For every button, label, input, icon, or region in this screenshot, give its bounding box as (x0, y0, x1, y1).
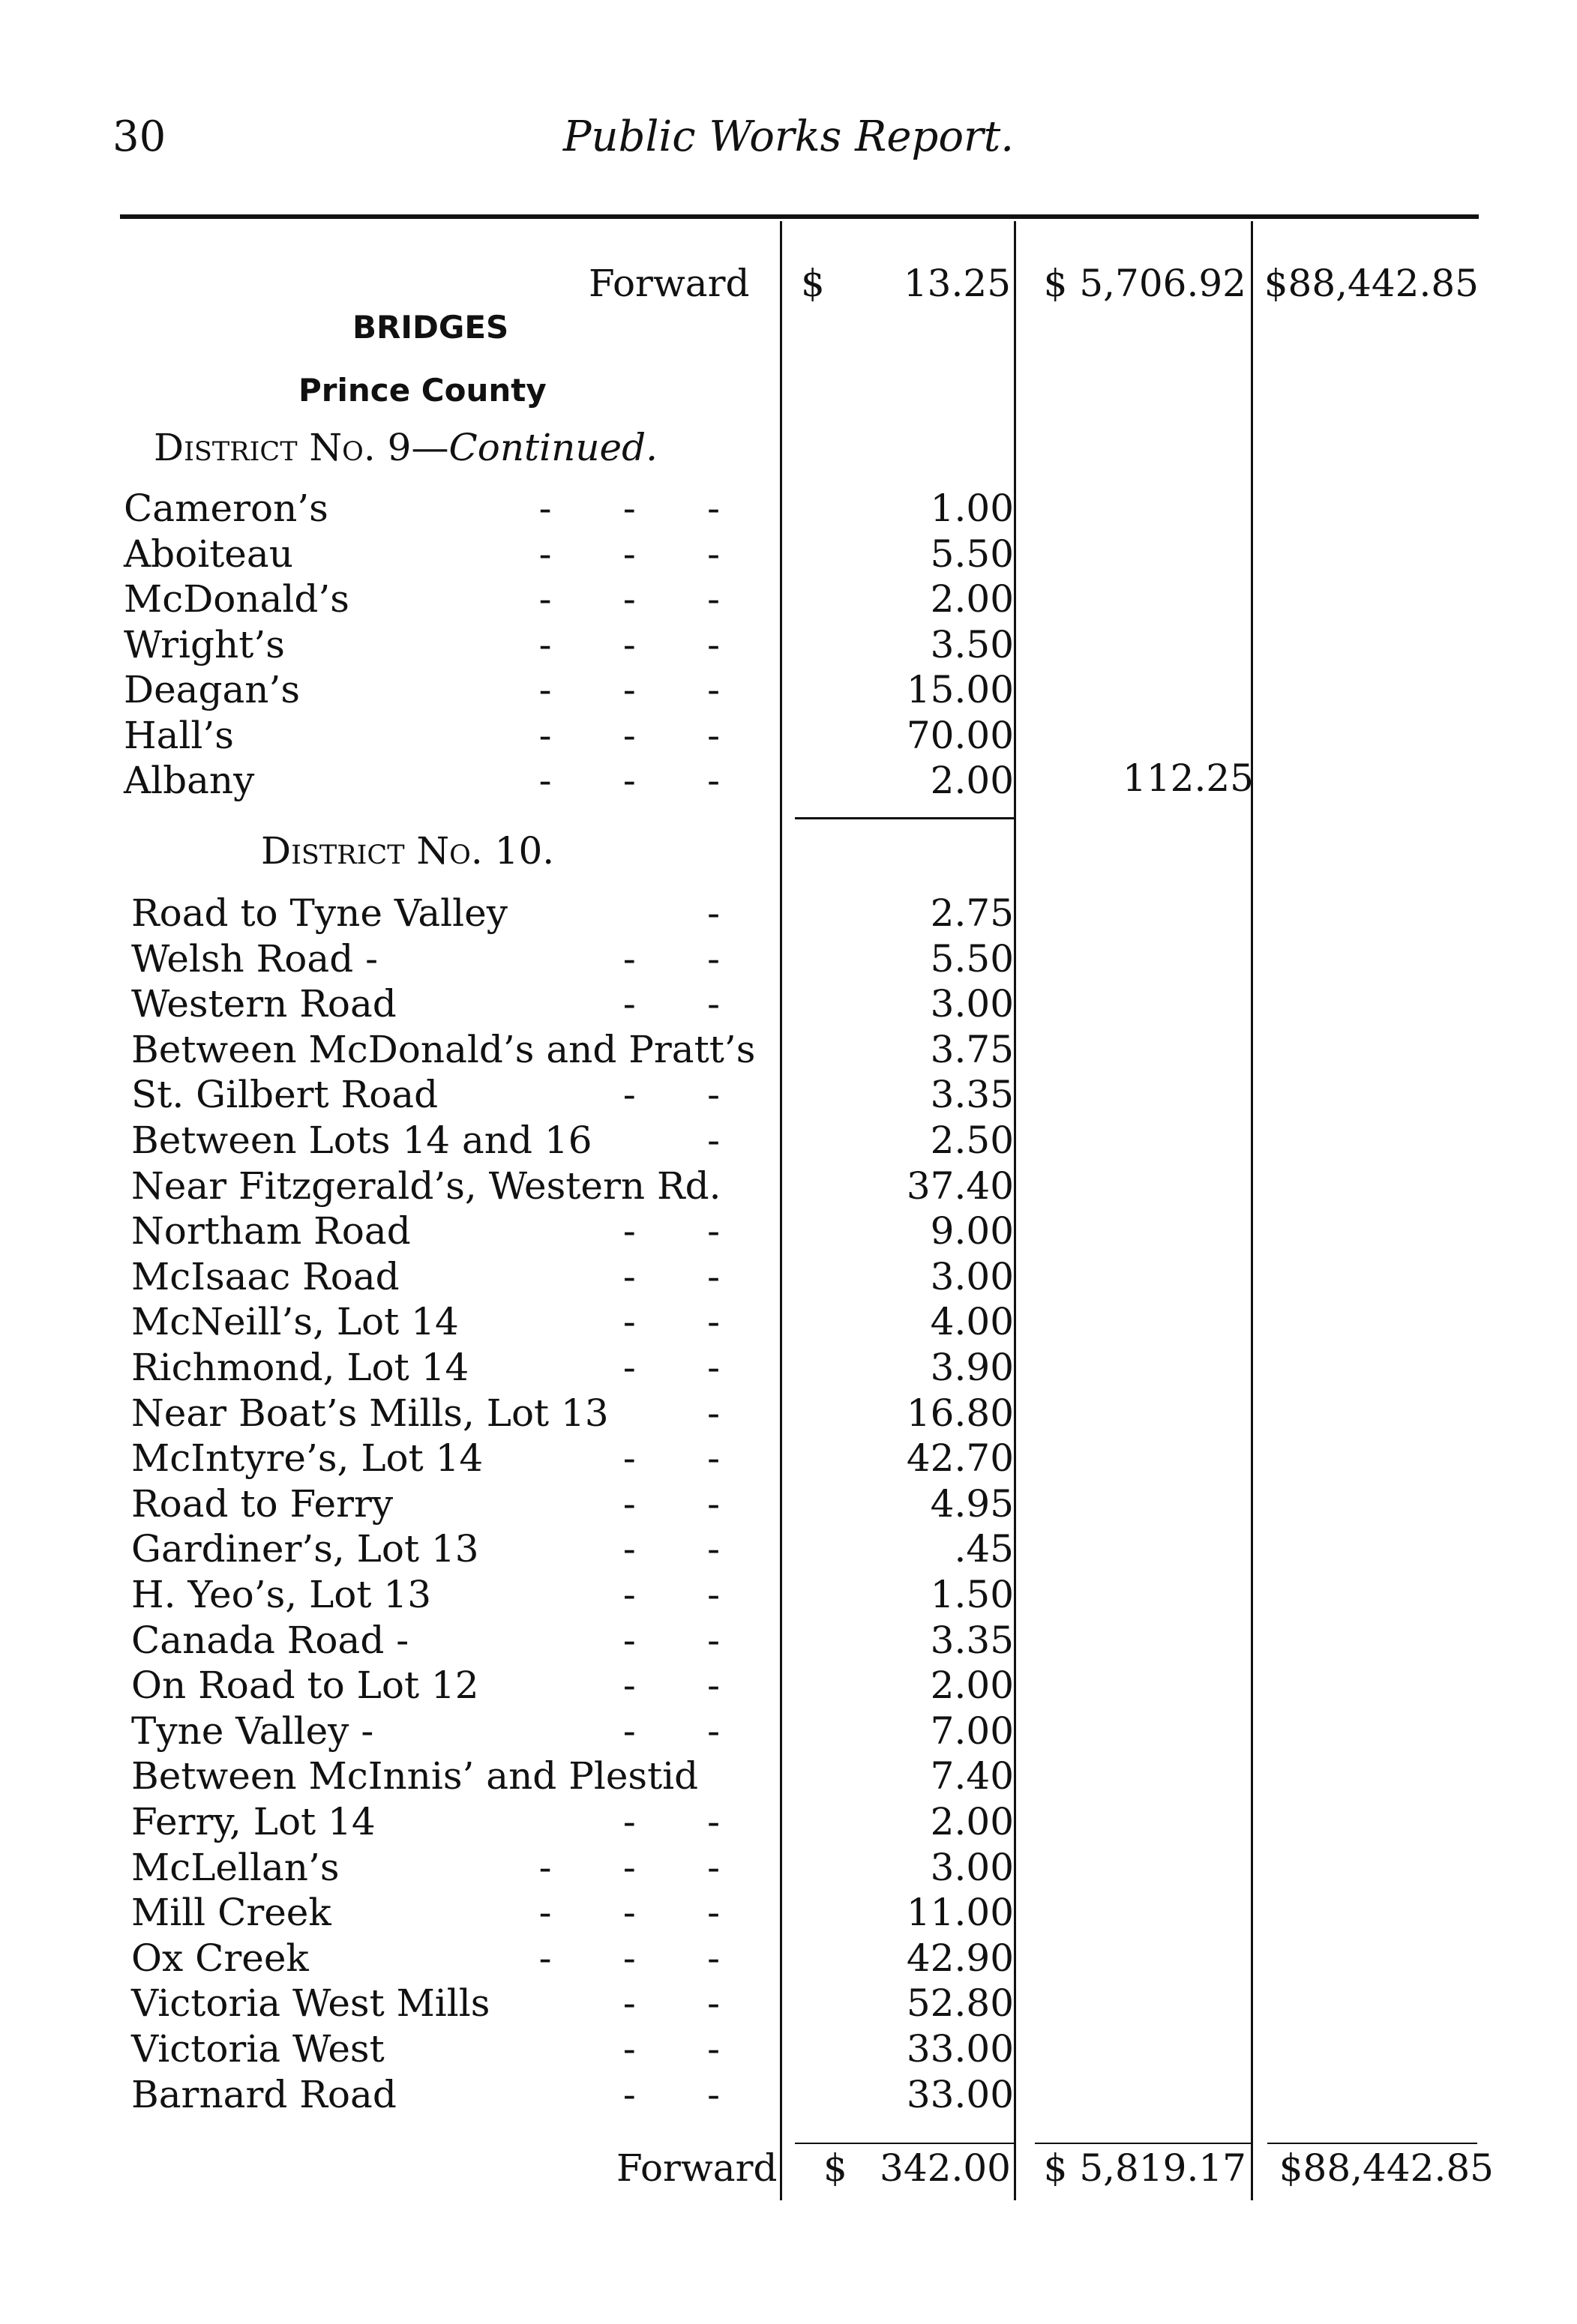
district-10-heading: District No. 10. (261, 829, 555, 873)
item-name: Ferry, Lot 14 (131, 1800, 376, 1843)
item-name: Between McDonald’s and Pratt’s (131, 1027, 756, 1071)
item-name: Aboiteau (124, 532, 293, 576)
subtotal-rule (795, 817, 1014, 819)
running-title: Public Works Report. (562, 112, 1015, 161)
item-name: St. Gilbert Road (131, 1073, 439, 1117)
item-leader-dashes: - - (622, 1573, 720, 1616)
item-amount: 7.00 (930, 1709, 1014, 1753)
county-heading: Prince County (298, 372, 547, 409)
item-amount: 42.90 (906, 1936, 1014, 1980)
item-leader-dashes: - - (622, 1981, 720, 2026)
item-leader-dashes: - - - (538, 1936, 720, 1980)
item-name: Albany (124, 759, 255, 802)
item-amount: 1.00 (930, 487, 1014, 530)
item-amount: 4.00 (930, 1300, 1014, 1344)
item-amount: 70.00 (906, 713, 1014, 757)
item-name: Hall’s (124, 713, 234, 757)
item-leader-dashes: - - (622, 1618, 720, 1662)
item-leader-dashes: - - (622, 1527, 720, 1571)
item-name: McIntyre’s, Lot 14 (131, 1436, 484, 1481)
forward-top-col2: $ 5,706.92 (1043, 262, 1246, 305)
item-leader-dashes: - (707, 1391, 720, 1435)
item-leader-dashes: - - - (538, 487, 720, 530)
item-leader-dashes: - - (622, 1800, 720, 1843)
item-leader-dashes: - - (622, 1481, 720, 1526)
item-amount: 3.50 (930, 622, 1014, 666)
item-amount: 33.00 (906, 2072, 1014, 2116)
item-name: Victoria West (131, 2027, 385, 2071)
item-amount: 9.00 (930, 1209, 1014, 1253)
item-amount: 3.35 (930, 1618, 1014, 1662)
forward-top-col3: $88,442.85 (1264, 262, 1479, 305)
item-name: McIsaac Road (131, 1254, 400, 1298)
district-9-heading-main: District No. 9— (154, 426, 449, 469)
item-amount: 3.00 (930, 1254, 1014, 1298)
forward-top-col1-dollar: $ (801, 262, 825, 305)
item-amount: 4.95 (930, 1481, 1014, 1526)
column-rule-2 (1014, 221, 1016, 2200)
item-amount: 3.00 (930, 982, 1014, 1026)
item-name: Near Fitzgerald’s, Western Rd. (131, 1163, 721, 1208)
item-name: Barnard Road (131, 2072, 397, 2116)
item-amount: 42.70 (906, 1436, 1014, 1481)
item-name: Road to Tyne Valley (131, 891, 508, 935)
forward-bottom-col3: $88,442.85 (1279, 2146, 1494, 2190)
item-amount: 3.75 (930, 1027, 1014, 1071)
item-leader-dashes: - - - (538, 577, 720, 621)
item-leader-dashes: - - - (538, 713, 720, 757)
item-name: McDonald’s (124, 577, 349, 621)
item-leader-dashes: - - - (538, 759, 720, 802)
item-amount: 5.50 (930, 532, 1014, 576)
item-name: McLellan’s (131, 1845, 340, 1889)
item-name: Road to Ferry (131, 1481, 394, 1526)
item-name: Cameron’s (124, 487, 328, 530)
item-name: Between McInnis’ and Plestid (131, 1754, 699, 1798)
item-amount: 3.90 (930, 1346, 1014, 1389)
item-name: Tyne Valley - (131, 1709, 374, 1753)
item-amount: 52.80 (906, 1981, 1014, 2026)
forward-label-bottom: Forward (616, 2146, 778, 2190)
item-leader-dashes: - - (622, 1709, 720, 1753)
item-leader-dashes: - - (622, 1300, 720, 1344)
item-amount: 2.00 (930, 1664, 1014, 1708)
item-name: Victoria West Mills (131, 1981, 490, 2026)
section-heading: BRIDGES (352, 309, 509, 346)
item-amount: 2.00 (930, 577, 1014, 621)
total-rule-2 (1035, 2143, 1251, 2144)
item-amount: 11.00 (906, 1891, 1014, 1935)
item-leader-dashes: - - (622, 1073, 720, 1117)
item-name: Near Boat’s Mills, Lot 13 (131, 1391, 609, 1435)
item-name: Richmond, Lot 14 (131, 1346, 469, 1389)
total-rule-3 (1267, 2143, 1477, 2144)
total-rule-1 (795, 2143, 1014, 2144)
item-name: Between Lots 14 and 16 (131, 1119, 592, 1162)
item-leader-dashes: - - - (538, 1845, 720, 1889)
forward-bottom-col1-dollar: $ (823, 2146, 847, 2190)
item-leader-dashes: - - (622, 936, 720, 981)
item-name: Northam Road (131, 1209, 411, 1253)
item-amount: 2.75 (930, 891, 1014, 935)
item-amount: 5.50 (930, 936, 1014, 981)
item-amount: 15.00 (906, 668, 1014, 711)
item-name: On Road to Lot 12 (131, 1664, 479, 1708)
district-9-heading-italic: Continued. (448, 426, 658, 469)
item-leader-dashes: - - (622, 2072, 720, 2116)
item-leader-dashes: - - (622, 1209, 720, 1253)
item-amount: 37.40 (906, 1163, 1014, 1208)
forward-bottom-col2: $ 5,819.17 (1043, 2146, 1246, 2190)
item-name: H. Yeo’s, Lot 13 (131, 1573, 431, 1616)
item-name: Mill Creek (131, 1891, 331, 1935)
item-leader-dashes: - (707, 1119, 720, 1162)
item-leader-dashes: - - - (538, 532, 720, 576)
item-leader-dashes: - - (622, 2027, 720, 2071)
item-name: Deagan’s (124, 668, 301, 711)
item-name: Western Road (131, 982, 397, 1026)
district-9-heading (154, 426, 658, 469)
item-leader-dashes: - - - (538, 622, 720, 666)
item-amount: 1.50 (930, 1573, 1014, 1616)
item-leader-dashes: - - (622, 982, 720, 1026)
item-leader-dashes: - - - (538, 1891, 720, 1935)
item-leader-dashes: - - (622, 1346, 720, 1389)
item-name: Welsh Road - (131, 936, 379, 981)
header-rule (120, 214, 1479, 219)
item-leader-dashes: - (707, 891, 720, 935)
forward-top-col1: 13.25 (903, 262, 1011, 305)
item-name: McNeill’s, Lot 14 (131, 1300, 459, 1344)
item-amount: .45 (954, 1527, 1014, 1571)
item-name: Wright’s (124, 622, 285, 666)
column-rule-1 (780, 221, 782, 2200)
item-amount: 33.00 (906, 2027, 1014, 2071)
page-number: 30 (112, 112, 166, 161)
forward-bottom-col1: 342.00 (880, 2146, 1011, 2190)
item-leader-dashes: - - (622, 1664, 720, 1708)
item-amount: 7.40 (930, 1754, 1014, 1798)
item-amount: 3.35 (930, 1073, 1014, 1117)
item-amount: 2.00 (930, 759, 1014, 802)
item-amount: 3.00 (930, 1845, 1014, 1889)
district-9-subtotal: 112.25 (1123, 756, 1254, 800)
item-leader-dashes: - - (622, 1254, 720, 1298)
forward-label-top: Forward (589, 262, 750, 305)
item-name: Ox Creek (131, 1936, 309, 1980)
item-name: Canada Road - (131, 1618, 409, 1662)
column-rule-3 (1251, 221, 1253, 2200)
item-amount: 2.50 (930, 1119, 1014, 1162)
item-name: Gardiner’s, Lot 13 (131, 1527, 479, 1571)
item-amount: 2.00 (930, 1800, 1014, 1843)
item-leader-dashes: - - - (538, 668, 720, 711)
item-amount: 16.80 (906, 1391, 1014, 1435)
item-leader-dashes: - - (622, 1436, 720, 1481)
